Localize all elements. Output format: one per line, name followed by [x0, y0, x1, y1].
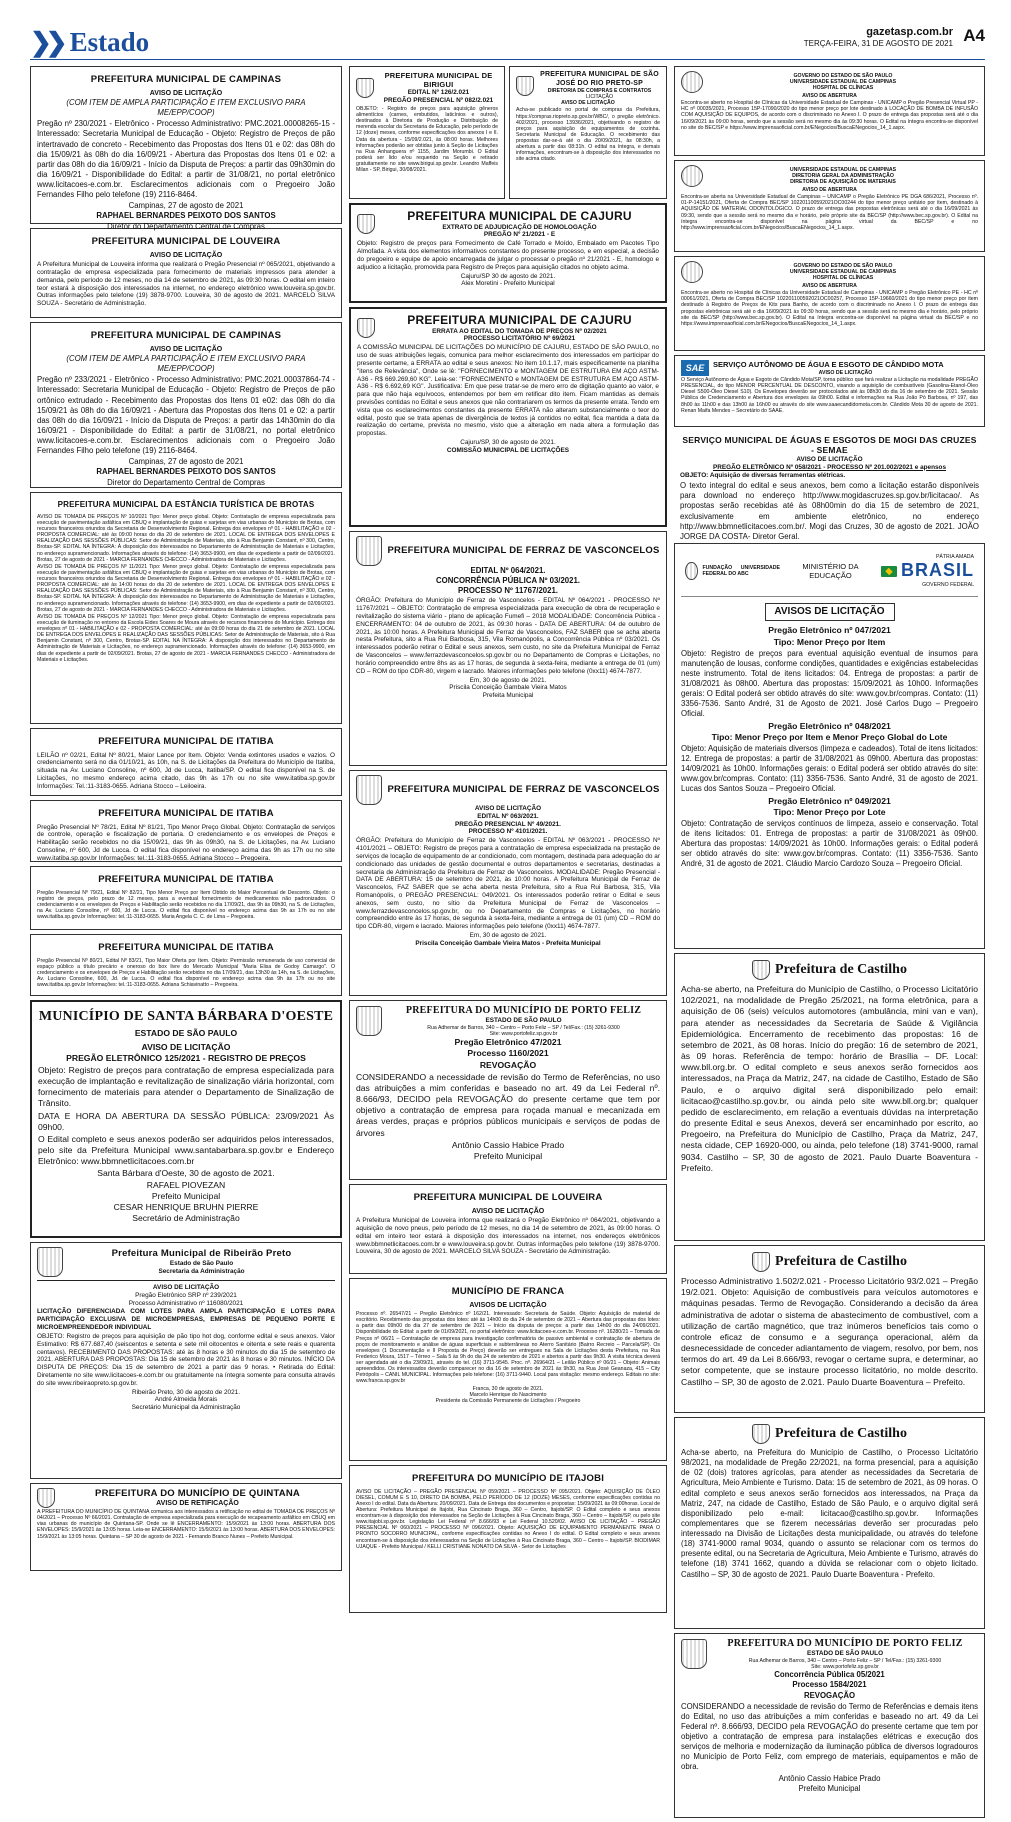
ad-heading-1: GOVERNO DO ESTADO DE SÃO PAULO: [793, 72, 893, 79]
ad-louveira-2: [349, 1184, 667, 1274]
ad-title-3: Pregão Eletrônico nº 049/2021: [768, 795, 891, 806]
ad-title: Prefeitura de Castilho: [775, 1426, 907, 1442]
ad-heading-1: UNIVERSIDADE ESTADUAL DE CAMPINAS: [789, 166, 897, 173]
ad-body: O Serviço Autônomo de Água e Esgoto de Cândido Mota/SP, torna público que fará realizar a Licitação na modalidade PREGÃO PRESENCIAL, do tipo MENOR PERCENTUAL DE DESCONTO, visando a aquisição de combustíveis (Gasolina-Etanol-Óleo Diesel S500-Óleo Diesel S10). Os Envelopes deverão ser protocolados até às 08h30 do dia 16 de setembro de 2021. Sessão Pública de Credenciamento e Abertura dos envelopes às 09h00. Edital e informações na Rua João Pó Barbosa, nº 197, das 8h00 às 11h00 e das 13h00 às 16h00 ou através do site www.saaecandidomota.com.br. Cândido Mota 30 de agosto de 2021. Renan Maifa Mendes – Secretário do SAAE.: [681, 377, 978, 414]
ad-kind: AVISO DE LICITAÇÃO: [818, 369, 873, 376]
ad-semae-mogi: [674, 431, 985, 539]
ad-title: SERVIÇO MUNICIPAL DE ÁGUAS E ESGOTOS DE MOGI DAS CRUZES - SEMAE: [682, 435, 977, 456]
ad-title: PREFEITURA MUNICIPAL DE LOUVEIRA: [91, 236, 281, 247]
ad-body-2: AVISO DE TOMADA DE PREÇOS Nº 11/2021 Tipo: Menor preço global. Objeto: Contratação de empresa especializada para execução de pavimentação asfáltica em CBUQ e implantação de guias e sarjetas em vias urbanas do Município de Brotas, com recursos financeiros oriundos da Secretaria de Desenvolvimento Regional. Entrega dos envelopes nº 01 - HABILITAÇÃO e 02 - PROPOSTA COMERCIAL: até às 14:00 horas do dia 20 de setembro de 2021. LOCAL DE ENTREGA DOS ENVELOPES E REALIZAÇÃO DAS SESSÕES PÚBLICAS: Setor de Administração de Materiais, sito à Rua Benjamin Constant, nº 300, Centro, Brotas-SP. EDITAL NA ÍNTEGRA: À disposição dos interessados no Departamento de Administração de Materiais e Licitações, no endereço supramencionado. Informações através do telefone: (14) 3653-9900, em dias de expediente a partir de 02/09/2021. Brotas, 27 de agosto de 2021 - MARCIA FERNANDES CHECCO - Administradora de Materiais e Licitações.: [37, 563, 335, 613]
ad-ref-3: REVOGAÇÃO: [803, 1690, 856, 1700]
unicamp-crest-icon: [681, 165, 703, 187]
page-number: A4: [963, 26, 985, 45]
ad-body: A Prefeitura Municipal de Louveira informa que realizará o Pregão Eletrônico nº 064/2021, objetivando a aquisição de novo pneus, pelo período de 12 meses, no dia 14 de setembro de 2021, às 09:00 horas. O edital em inteiro teor estará à disposição dos interessados na internet, nos endereços eletrônicos www.bbmnetlicitacoes.com.br e www.louveira.sp.gov.br. Outras informações pelo telefone (19) 3878-9700. Louveira, 30 de agosto de 2021. MARCELO SILVA SOUZA - Secretário de Administração.: [356, 1217, 660, 1256]
castilho-crest-icon: [752, 1252, 770, 1272]
ad-sub-2: PROCESSO LICITATÓRIO Nº 69/2021: [463, 335, 576, 343]
ad-ref-2: Processo 1584/2021: [792, 1680, 867, 1690]
ad-state: Estado de São Paulo: [169, 1259, 234, 1267]
sjrp-crest-icon: [516, 76, 534, 96]
brasil-wordmark: BRASIL: [901, 560, 974, 581]
ad-title: PREFEITURA DO MUNICÍPIO DE PORTO FELIZ: [727, 1638, 963, 1649]
chevron-right-icon: ❯❯: [30, 27, 62, 57]
ad-title: PREFEITURA MUNICIPAL DE LOUVEIRA: [413, 1192, 603, 1203]
ad-title: PREFEITURA DO MUNICÍPIO DE ITAJOBI: [411, 1473, 605, 1484]
ad-birigui: [349, 66, 505, 199]
ad-date: DATA E HORA DA ABERTURA DA SESSÃO PÚBLICA: 23/09/2021 Às 09h00.: [38, 1110, 334, 1132]
ad-body: LEILÃO nº 02/21, Edital Nº 80/21, Maior Lance por Item. Objeto: Venda extintores usados e vazios. O credenciamento será no dia 01/10/21, às 10h, na S. de Licitações da Prefeitura do Município de Itatiba, situada na Av. Luciano Consoline, nº 600, Jd de Lucca, Itatiba/SP. O edital fica disponível na S. de Licitações, no mesmo endereço acima citado, das 9h às 17h ou no site www.itatiba.sp.gov.br Informações: Tel.:11-3183-0655. Adriana Stocco – Leiloeira.: [37, 751, 335, 790]
ad-heading-3: HOSPITAL DE CLÍNICAS: [812, 85, 874, 92]
ad-ref-2: Processo 1160/2021: [467, 1048, 549, 1059]
column-middle: [349, 66, 667, 1617]
ministry-name: MINISTÉRIO DA EDUCAÇÃO: [802, 561, 859, 581]
ad-kind: AVISO DE LICITAÇÃO: [149, 89, 223, 97]
ad-ref-2: PREGÃO PRESENCIAL Nº 082/2.021: [383, 97, 494, 105]
ad-type-3: Tipo: Menor Preço por Lote: [773, 806, 886, 817]
ad-cajuru-1: [349, 203, 667, 303]
ad-ref-1: Concorrência Pública 05/2021: [774, 1670, 885, 1680]
ad-note: LICITAÇÃO DIFERENCIADA COM LOTES PARA AMPLA PARTICIPAÇÃO E LOTES PARA PARTICIPAÇÃO EXCLUSIVA DE MICROEMPRESAS, EMPRESAS DE PEQUENO PORTE E MICROEMPREENDEDOR INDIVIDUAL: [37, 1308, 335, 1332]
ad-kind: AVISO DE LICITAÇÃO: [149, 345, 223, 353]
header-right: [804, 26, 985, 49]
ad-signature-1: RAFAEL PIOVEZAN: [146, 1179, 226, 1190]
ad-kind: AVISOS DE LICITAÇÃO: [765, 603, 895, 621]
ad-kind: AVISO DE LICITAÇÃO: [796, 455, 863, 463]
ad-place: Cajuru/SP, 30 de agosto de 2021.: [460, 439, 556, 446]
ad-heading-3: HOSPITAL DE CLÍNICAS: [812, 275, 874, 282]
ferraz-crest-icon: [356, 536, 382, 566]
ad-castilho-1: [674, 953, 985, 1241]
ad-ribeirao-preto: [30, 1242, 342, 1479]
ad-dept: Secretaria da Administração: [158, 1267, 245, 1275]
ad-ref-1: Pregão Eletrônico SRP nº 239/2021: [135, 1291, 237, 1299]
page-header: [30, 26, 985, 60]
ad-title: PREFEITURA MUNICIPAL DE CAMPINAS: [90, 74, 282, 85]
ad-title: PREFEITURA MUNICIPAL DE FERRAZ DE VASCONCELOS: [387, 784, 660, 796]
ad-body: AVISO DE LICITAÇÃO – PREGÃO PRESENCIAL Nº 059/2021 – PROCESSO Nº 095/2021. Objeto: AQUISIÇÃO DE ÓLEO DIESEL, COMUM E S 10, DIRETO DA BOMBA, PELO PERÍODO DE 12 (DOZE) MESES, conforme especificações contidas no Anexo I do edital. Data da Abertura: 20/09/2021. Data de Entrega dos documentos e propostas: 15/09/2021 às 09:00horas. Local de Abertura: Prefeitura Municipal de Itajobi, Rua Cincinato Braga, 360 – Centro, Itajobi/SP. O Edital completo e seus anexos encontram-se à disposição dos interessados na Seção de Licitações à Rua Cincinato Braga, 360 – Centro – Itajobi/SP, ou pelo site www.itajobi.sp.gov.br. Legislação Lei Federal nº 8.666/93 e Lei Federal 10.520/02. AVISO DE LICITAÇÃO – PREGÃO PRESENCIAL Nº 060/2021 – PROCESSO Nº 096/2021. Objeto: AQUISIÇÃO DE EQUIPAMENTO PERMANENTE PARA O PRONTO SOCORRO MUNICIPAL, conforme especificações contidas no Anexo I do edital. O Edital completo e seus anexos encontram-se à disposição dos interessados na Seção de Licitações à Rua Cincinato Braga, 360 – Centro – Itajobi/SP. BIODIMAR UJAQUE - Prefeito Municipal / KELLI CRISTIANE NONATO DA SILVA - Setor de Licitações: [356, 1488, 660, 1550]
ad-object: OBJETO: Aquisição de diversas ferramentas elétricas.: [680, 472, 846, 480]
ad-role: Diretor do Departamento Central de Compras: [107, 477, 265, 487]
castilho-crest-icon: [752, 960, 770, 980]
slogan: PÁTRIA AMADA: [935, 554, 974, 560]
ad-kind: AVISO DE ABERTURA: [802, 187, 857, 193]
ad-louveira-1: [30, 228, 342, 318]
ad-role: Prefeito Municipal: [798, 1783, 861, 1793]
column-right: [674, 66, 985, 1822]
ad-title: PREFEITURA DO MUNICÍPIO DE QUINTANA: [95, 1488, 300, 1499]
ad-ref-1: EDITAL Nº 126/2.021: [407, 89, 470, 97]
ad-signature: COMISSÃO MUNICIPAL DE LICITAÇÕES: [446, 446, 570, 454]
ad-body-1: AVISO DE TOMADA DE PREÇOS Nº 10/2021 Tipo: Menor preço global. Objeto: Contratação de empresa especializada para execução de pavimentação asfáltica em CBUQ e implantação de guias e sarjetas em vias urbanas do Município de Brotas, com recursos financeiros oriundos da Secretaria de Desenvolvimento Regional. Entrega dos envelopes nº 01 - HABILITAÇÃO e 02 - PROPOSTA COMERCIAL: até às 09:00 horas do dia 20 de setembro de 2021. LOCAL DE ENTREGA DOS ENVELOPES E REALIZAÇÃO DAS SESSÕES PÚBLICAS: Setor de Administração de Materiais, sito à Rua Benjamin Constant, nº 300, Centro, Brotas-SP. EDITAL NA ÍNTEGRA: À disposição dos interessados no Departamento de Administração de Materiais e Licitações, no endereço supramencionado. Informações através do telefone: (14) 3653-9900, em dias de expediente a partir de 02/09/2021. Brotas, 27 de agosto de 2021 - MARCIA FERNANDES CHECCO - Administradora de Materiais e Licitações.: [37, 513, 335, 563]
ad-ref-4: PROCESSO Nº 4101/2021.: [468, 828, 548, 836]
ad-title: PREFEITURA MUNICIPAL DE BIRIGUI: [384, 71, 493, 90]
ad-signature: Priscila Conceição Gambale Vieira Matos - Prefeita Municipal: [415, 939, 601, 947]
ad-itatiba-2: [30, 800, 342, 862]
column-left: [30, 66, 342, 1575]
ad-franca: [349, 1278, 667, 1461]
ad-body: Acha-se publicado no portal de compras da Prefeitura, https://compras.riopreto.sp.gov.br/WBC/, o pregão eletrônico. 402/2021, processo 13936/2021, objetivando o registro de preços para aquisição de equipamentos de cozinha. Secretaria Municipal de Educação. O recebimento das propostas dar-se-á até o dia 20/09/2021, às 08:30h, a abertura a partir das 08:31h. O edital na íntegra, e demais informações, encontram-se à disposição dos interessados no site acima citado.: [516, 107, 660, 163]
ad-brotas: [30, 492, 342, 724]
ad-heading-1: GOVERNO DO ESTADO DE SÃO PAULO: [793, 262, 893, 269]
ad-title-1: Pregão Eletrônico nº 047/2021: [768, 625, 891, 636]
ad-unicamp-dga: [674, 160, 985, 252]
ad-cajuru-2: [349, 307, 667, 527]
ad-ferraz-2: [349, 770, 667, 996]
ad-body: Pregão Presencial Nº 80/21, Edital Nº 83/21, Tipo Maior Oferta por Item. Objeto: Permissão remunerada de uso comercial de espaço público a título precário e oneroso do box livre do Mercado Municipal "Maria Elisa de Godoy Camargo". O credenciamento e os envelopes de Preços e Habilitação serão recebidos no dia 17/09/21, das 13h30 às 14h, na S. de Licitações, Av. Luciano Consoline, 600, Jd. de Lucca. O edital fica disponível no endereço acima das 9h às 17h ou no site www.itatiba.sp.gov.br Informações: tel.:11-3183-0655. Adriana Schiavinatto – Pregoeira.: [37, 957, 335, 989]
ad-ref: PREGÃO ELETRÔNICO Nº 058/2021 - PROCESSO Nº 201.002/2021 e apensos: [712, 463, 947, 471]
ufabc-header: [681, 548, 978, 597]
ad-hc-unicamp-2: [674, 256, 985, 351]
ad-castilho-2: [674, 1245, 985, 1413]
ad-body: Pregão Presencial Nº 79/21, Edital Nº 82/21, Tipo Menor Preço por Item Obtido do Maior Percentual de Desconto. Objeto: o registro de preços, pelo prazo de 12 meses, para a eventual fornecimento de medicamentos não padronizados. O credenciamento e os envelopes de Preços e Habilitação serão recebidos no dia 17/09/21, das 9h às 09h30, na S. de Licitações, na Av. Luciano Consoline, nº 600, Jd de Lucca. O edital fica disponível no endereço acima das 9h as 17h ou no site www.itatiba.sp.gov.br Informações: tel.:11-3183-0655. Maria Angela C. C. de Lima – Pregoeira.: [37, 889, 335, 921]
sao-paulo-state-crest-icon: [681, 71, 703, 93]
ad-heading-2: UNIVERSIDADE ESTADUAL DE CAMPINAS: [789, 78, 897, 85]
ad-heading-2: DIRETORIA GERAL DA ADMINISTRAÇÃO: [792, 172, 894, 179]
ad-ref-3: PROCESSO Nº 11767/2021.: [458, 586, 558, 596]
ad-title: PREFEITURA MUNICIPAL DE ITATIBA: [98, 736, 274, 747]
ad-title: PREFEITURA MUNICIPAL DE SÃO JOSÉ DO RIO PRETO-SP: [540, 71, 659, 87]
ad-body-3: AVISO DE TOMADA DE PREÇOS Nº 12/2021 Tipo: Menor preço global. Objeto: Contratação de empresa especializada para execução de iluminação no entorno da Escola Eides Soares de Moura através de recursos financeiros do Município. Entrega dos envelopes nº 01 - HABILITAÇÃO e 02 - PROPOSTA COMERCIAL: até às 09:00 horas do dia 21 de setembro de 2021. LOCAL DE ENTREGA DOS ENVELOPES E REALIZAÇÃO DAS SESSÕES PÚBLICAS: Setor de Administração de Materiais, sito à Rua Benjamin Constant, nº 300, Centro, Brotas-SP. EDITAL NA ÍNTEGRA: À disposição dos interessados no Departamento de Administração de Materiais e Licitações, no endereço supramencionado. Informações através do telefone: (14) 3653-9900, em dias de expediente a partir de 02/09/2021. Brotas, 27 de agosto de 2021 - MARCIA FERNANDES CHECCO - Administradora de Materiais e Licitações.: [37, 613, 335, 663]
ad-body: Objeto: Registro de preços para contratação de empresa especializada para execução de implantação e revitalização de sinalização viária horizontal, com fornecimento de materiais para atender o Departamento de Sinalização de Trânsito.: [38, 1064, 334, 1109]
ad-itatiba-1: [30, 728, 342, 796]
ad-ref-3: REVOGAÇÃO: [479, 1059, 537, 1070]
ad-ref-3: PREGÃO PRESENCIAL Nº 49/2021.: [455, 820, 561, 828]
ad-place: Franca, 30 de agosto de 2021.: [472, 1385, 544, 1392]
ad-role-2: Secretário de Administração: [132, 1213, 240, 1224]
ad-place: Em, 30 de agosto de 2021.: [469, 676, 547, 684]
ad-ref-1: AVISO DE LICITAÇÃO: [474, 805, 542, 812]
cajuru-crest-icon: [357, 214, 375, 234]
ad-heading-3: DIRETORIA DE AQUISIÇÃO DE MATERIAIS: [790, 179, 896, 186]
ad-kind: AVISOS DE LICITAÇÃO: [469, 1301, 547, 1309]
ad-ref: PREGÃO ELETRÔNICO 125/2021 - REGISTRO DE PREÇOS: [66, 1052, 306, 1063]
ad-place: Santa Bárbara d'Oeste, 30 de agosto de 2021.: [97, 1168, 275, 1179]
ad-signature: RAPHAEL BERNARDES PEIXOTO DOS SANTOS: [96, 211, 276, 221]
ad-title: PREFEITURA MUNICIPAL DE CAJURU: [407, 209, 632, 223]
ad-body-1: Objeto: Registro de preços para eventual aquisição eventual de insumos para manutenção de lousas, conforme condições, quantidades e exigências estabelecidas neste instrumento. Total de itens licitados: 04. Entrega de propostas: a partir de 31/08/2021 às 08h00. Abertura das propostas: 15/09/2021 às 10h00. Informações gerais: O Edital poderá ser obtido através do site: www.gov.br/compras. Contato: (11) 3356-7536. Santo André, 31 de Agosto de 2021. José Carlos Dugo – Pregoeiro Oficial.: [681, 648, 978, 719]
ad-signature: Priscila Conceição Gambale Vieira Matos: [449, 684, 567, 692]
castilho-crest-icon: [752, 1424, 770, 1444]
ad-ref-2: EDITAL Nº 063/2021.: [477, 812, 539, 820]
ad-body: Processo Administrativo 1.502/2.021 - Processo Licitatório 93/2.021 – Pregão 19/2.021. Objeto: Aquisição de combustíveis para veículos automotores e máquinas pesadas. Termo de Revogação. Considerando a decisão da área administrativa de adotar o sistema de abastecimento de combustível, com a utilização de cartão magnético, que traz inúmeros benefícios tais como o controle eficaz de consumo e a segurança operacional, além da desnecessidade de conceder adiantamento de viagem, resolvo, por bem, nos termos do art. 49 da Lei 8.666/93, revogar o certame supra, e determinar, ao setor competente, que se instaure processo licitatório, no molde descrito. Castilho – SP, 30 de agosto de 2.021. Paulo Duarte Boaventura – Prefeito.: [681, 1276, 978, 1387]
ad-body: Pregão Presencial Nº 78/21, Edital Nº 81/21, Tipo Menor Preço Global. Objeto: Contratação de serviços de controle, operação e fiscalização de portaria. O credenciamento e os envelopes de Preços e Habilitação serão recebidos no dia 15/09/21, das 9h às 09h30, na S. de Licitações, na Av. Luciano Consoline, nº 600, Jd de Lucca. O edital fica disponível no endereço acima das 9h as 17h ou no site www.itatiba.sp.gov.br Informações: tel.:11-3183-0655. Adriana Stocco – Pregoeira.: [37, 823, 335, 862]
ferraz-crest-icon: [356, 775, 382, 805]
ad-state: ESTADO DE SÃO PAULO: [485, 1017, 562, 1025]
sao-paulo-state-crest-icon: [681, 261, 703, 283]
ad-kind: AVISO DE LICITAÇÃO: [471, 1207, 545, 1215]
ad-hc-unicamp-1: [674, 66, 985, 156]
ad-title: Prefeitura de Castilho: [775, 962, 907, 978]
ad-kind: AVISO DE RETIFICAÇÃO: [156, 1499, 239, 1507]
ad-campinas-2: [30, 322, 342, 488]
ad-sub: AVISO DE LICITAÇÃO: [561, 100, 615, 107]
ad-ref-1: Pregão Eletrônico 47/2021: [454, 1037, 562, 1048]
ad-signature: Antônio Cassio Habice Prado: [778, 1773, 881, 1783]
ad-role: Diretor do Departamento Central de Compras: [107, 221, 265, 231]
section-brand: [30, 28, 149, 56]
ad-title: PREFEITURA MUNICIPAL DE CAMPINAS: [90, 330, 282, 341]
ad-kind: AVISO DE LICITAÇÃO: [149, 251, 223, 259]
ad-title: PREFEITURA DO MUNICÍPIO DE PORTO FELIZ: [405, 1005, 642, 1016]
ad-title: PREFEITURA MUNICIPAL DE CAJURU: [407, 313, 632, 327]
ad-body-2: Objeto: Aquisição de materiais diversos (limpeza e cadeados). Total de itens licitados: 12. Entrega de propostas: a partir de 31/08/2021 às 09h00. Abertura das propostas: 14/09/2021 às 10h00. Informações gerais: o Edital poderá ser obtido através do site: www.gov.br/compras. Contato: (11) 3356-7536. Santo André, 31 de agosto de 2021. Lucas dos Santos Souza – Pregoeiro Oficial.: [681, 743, 978, 794]
ad-kind: AVISO DE LICITAÇÃO: [141, 1041, 231, 1052]
ad-itajobi: [349, 1465, 667, 1613]
ad-role: Prefeita Municipal: [482, 692, 534, 700]
ad-title: PREFEITURA MUNICIPAL DE ITATIBA: [98, 942, 274, 953]
ad-body-3: Objeto: Contratação de serviços contínuos de limpeza, asseio e conservação. Total de itens licitados: 01. Entrega de propostas: a partir de 31/08/2021 às 09h00. Abertura das propostas: 14/09/2021 às 10h00. Informações gerais: o Edital poderá ser obtido através do site: www.gov.br/compras. Contato: (11) 3356-7536. Santo André, 31 de agosto de 2021. Cláudio Marcio Cardozo Souza – Pregoeiro Oficial.: [681, 818, 978, 869]
ad-role: Secretário Municipal da Administração: [131, 1404, 241, 1412]
ad-role-1: Prefeito Municipal: [151, 1190, 221, 1201]
ad-site: Site: www.portofeliz.sp.gov.br: [489, 1031, 558, 1038]
brazil-flag-icon: [881, 566, 897, 577]
ad-body: Encontra-se aberto no Hospital de Clínicas da Universidade Estadual de Campinas - UNICAMP o Pregão Eletrônico PE - HC nº 00061/2021, Oferta de Compra BEC/SP 102201100592021OC00257, Processo 15P-19660/2021 do tipo menor preço por item destinado à Registro de Preços de Kits para Banho, de acordo com o discriminado no Anexo I. O prazo de entrega das propostas eletrônicas será até o dia 16/09/2021 às 09:30 horas, sendo que a sessão será no mesmo dia e horário, pelo próprio site da BEC/SP (http://www.bec.sp.gov.br). O Edital na íntegra encontra-se disponível na página virtual da BEC/SP e no https://www.imprensaoficial.com.br/ENegocios/BuscaENegocios_14_1.aspx.: [681, 290, 978, 327]
birigui-crest-icon: [356, 78, 374, 98]
ad-state: ESTADO DE SÃO PAULO: [806, 1650, 884, 1658]
ad-place: Em, 30 de agosto de 2021.: [469, 932, 547, 939]
ad-body: Acha-se aberto, na Prefeitura do Município de Castilho, o Processo Licitatório 102/2021, na modalidade de Pregão 25/2021, na forma eletrônica, para a aquisição de 06 (seis) veículos automotores (ambulância, mini van e van), para atender as necessidades da Secretaria de Saúde & Vigilância Epidemiológica. Encerramento de recebimento das propostas: 16 de setembro de 2021, às 08 horas. Início do pregão: 16 de setembro de 2021, às 09 horas. Referência de tempo: horário de Brasília – DF. Local: www.bll.org.br. O edital completo e seus anexos serão fornecidos aos interessados, na Praça da Matriz, 247, na cidade de Castilho, Estado de São Paulo, e o arquivo digital será disponibilizado pelo email: licitacao@castilho.sp.gov.br, ou ainda pelo site www.bll.org.br; qualquer pedido de esclarecimento, em relação a eventuais dúvidas na interpretação do presente Edital e seus Anexos, deverá ser encaminhado por escrito, ao Pregoeiro, na Prefeitura do Município de Castilho, Praça da Matriz, 247, nesta cidade, CEP 16920-000, ou ainda, pelo telefone (18) 3741-9000, ramal 9034. Castilho – SP, 30 de agosto de 2021. Paulo Duarte Boaventura - Prefeito.: [681, 984, 978, 1173]
ad-signature: André Almeida Morais: [154, 1396, 218, 1404]
ad-sub-2: PREGÃO Nº 21/2021 - E: [483, 231, 556, 239]
ad-saae-candido-mota: [674, 355, 985, 427]
ad-ref-1: EDITAL Nº 064/2021.: [470, 566, 546, 575]
ad-title: PREFEITURA MUNICIPAL DE ITATIBA: [98, 808, 274, 819]
ad-title: PREFEITURA MUNICIPAL DE FERRAZ DE VASCONCELOS: [387, 545, 660, 557]
ad-itatiba-4: [30, 934, 342, 996]
ufabc-name: FUNDAÇÃO UNIVERSIDADE FEDERAL DO ABC: [702, 564, 780, 578]
ad-note: (COM ITEM DE AMPLA PARTICIPAÇÃO E ITEM EXCLUSIVO PARA ME/EPP/COOP): [66, 354, 306, 374]
ad-type-2: Tipo: Menor Preço por Item e Menor Preço Global do Lote: [711, 731, 948, 742]
quintana-crest-icon: [37, 1488, 55, 1508]
ad-title: PREFEITURA MUNICIPAL DE ITATIBA: [98, 874, 274, 885]
ad-campinas-1: [30, 66, 342, 231]
ad-porto-feliz-2: [674, 1633, 985, 1818]
ad-signature: Alex Moretini - Prefeito Municipal: [461, 280, 555, 288]
cajuru-crest-icon: [357, 318, 375, 338]
ad-kind: LICITAÇÃO: [586, 94, 613, 101]
ad-body: ÓRGÃO: Prefeitura do Município de Ferraz de Vasconcelos - EDITAL Nº 064/2021 - PROCESSO Nº 11767/2021 – OBJETO: Contratação de empresa especializada para execução de obra de recuperação e revitalização do sistema viário - plano de aplicação Fumefi – 2018 MODALIDADE: Concorrência Pública - ENCERRAMENTO: 04 de outubro de 2021, às 09:30 horas - DATA DE ABERTURA: 04 de outubro de 2021, às 10:00 horas. A Prefeitura Municipal de Ferraz de Vasconcelos, FAZ SABER que se acha aberta nesta Prefeitura, sito a Rua Rui Barbosa, 315, Vila Romanópolis, a Concorrência Pública nº 03/2021. Os interessados poderão retirar o Edital e seus anexos, sem custo, no site da Prefeitura Municipal de Ferraz de Vasconcelos – www.ferrazdevasconcelos.sp.gov.br ou no Departamento de Compras e Licitações, no horário compreendido entre 8hs as as 17 horas, de segunda à sexta-feira, mediante a entrega de 01 (um) CD – ROM do tipo CDR-80, virgem e lacrado. Maiores informações pelo telefone (0xx11) 4674-7877.: [356, 597, 660, 675]
ad-body: Acha-se aberto, na Prefeitura do Município de Castilho, o Processo Licitatório 98/2021, na modalidade de Pregão 22/2021, na forma presencial, para a aquisição de 02 (dois) tratores agrícolas, para atender as necessidades da Secretaria de Agricultura, Meio Ambiente e Turismo. Data: 15 de setembro de 2021, às 09 horas. O edital completo e seus anexos serão fornecidos aos interessados, na Praça da Matriz, 247, na cidade de Castilho, Estado de São Paulo, e o arquivo digital será disponibilizado pelo e-mail: licitacao@castilho.sp.gov.br. Informações complementares que se fizerem necessárias deverão ser procuradas pelo interessado na Divisão de Licitações desta municipalidade, ou através do telefone (18) 3741-9000 ramal 9034, quando o assunto se relacionar com os termos do presente edital, ou na Secretaria de Agricultura, Meio Ambiente e Turismo, através do telefone (18) 3741 1662, quando a dúvida se relacionar com o objeto licitado. Castilho – SP, 30 de agosto de 2021. Paulo Duarte Boaventura - Prefeito.: [681, 1448, 978, 1579]
ad-body: Encontra-se aberta na Universidade Estadual de Campinas – UNICAMP o Pregão Eletrônico PE DGA 686/2021, Processo nº. 01-P-14151/2021, Oferta de Compra BEC/SP 102201100592021OC00244 do tipo menor preço unitário por item, destinado à AQUISIÇÃO DE MATERIAL ODONTOLÓGICO. O prazo de entrega das propostas eletrônicas será até o dia 16/09/2021 às 09:30, sendo que a sessão será no mesmo dia e horário, pelo próprio site da BEC/SP (http://www.bec.sp.gov.br). O Edital na íntegra encontra-se disponível na página virtual da BEC/SP e no http://www.imprensaoficial.com.br/ENegocios/BuscaENegocios_14_1.aspx.: [681, 194, 978, 231]
ad-signature: Marcelo Henrique do Nascimento: [469, 1391, 547, 1398]
ad-title: PREFEITURA MUNICIPAL DA ESTÂNCIA TURÍSTICA DE BROTAS: [57, 500, 315, 509]
ad-place: Ribeirão Preto, 30 de agosto de 2021.: [131, 1388, 240, 1396]
site-url[interactable]: gazetasp.com.br: [866, 26, 953, 38]
ad-signature: RAPHAEL BERNARDES PEIXOTO DOS SANTOS: [96, 467, 276, 477]
ad-place: Campinas, 27 de agosto de 2021: [128, 457, 244, 467]
ad-role: Prefeito Municipal: [473, 1150, 543, 1161]
ad-body: A Prefeitura Municipal de Louveira informa que realizará o Pregão Presencial nº 065/2021, objetivando a contratação de empresa especializada para fornecimento de materiais impressos para atender a demanda, pelo período de 12 meses, no dia 14 de setembro de 2021, às 09:30 horas. O edital em inteiro teor estará à disposição dos interessados na internet, no endereço eletrônico www.louveira.sp.gov.br. Outras informações pelo telefone (19) 3878-9700. Louveira, 30 de agosto de 2021. MARCELO SILVA SOUZA - Secretário de Administração.: [37, 261, 335, 308]
ad-signature-2: CESAR HENRIQUE BRUHN PIERRE: [113, 1201, 259, 1212]
ad-ref-2: CONCORRÊNCIA PÚBLICA Nº 03/2021.: [436, 576, 580, 586]
government-motto: GOVERNO FEDERAL: [922, 582, 974, 589]
ad-kind: AVISO DE ABERTURA: [802, 283, 857, 289]
ad-ref-2: Processo Administrativo nº 116080/2021: [128, 1299, 244, 1307]
ad-type-1: Tipo: Menor Preço por Item: [773, 636, 886, 647]
ad-title: Prefeitura Municipal de Ribeirão Preto: [111, 1248, 292, 1260]
ad-place: Cajuru/SP 30 de agosto de 2021.: [460, 272, 556, 280]
ad-quintana: [30, 1483, 342, 1571]
ad-body: Processo nº. 26547/21 – Pregão Eletrônico nº 162/21. Interessado: Secretaria de Saúde. Objeto: Aquisição de material de escritório. Recebimento das propostas dos lotes: até às 14h00 do dia 24 de setembro de 2021 – Abertura das propostas dos lotes: a partir das 09h00 do dia 27 de setembro de 2021 – Início da disputa de preços: a partir das 14h00 do dia 24/09/2021. Disponibilidade do Edital: a partir de 01/09/2021, no portal eletrônico: www.licitacoes-e.com.br. Processo nº. 16280/21 – Tomada de Preços nº 06/21 – Contratação de empresa para investigação confirmatória de passivo ambiental e contratação de abertura de poços de monitoramento e análise de águas superficiais e subterrâneas no Aterro Sanitário (Bairro Recreio – Parcela/SP). Os envelopes (1 Documentação e II Proposta de Preço) deverão ser entregues na Sala de Licitações desta Prefeitura, na Rua Frederico Moura, 1517 – Térreo – Sala 5 às 9h do dia 24 de setembro de 2021 e abertos a partir das 9h30. A visita técnica deverá ser agendada até o dia 23/09/21, através do tel. (16) 3711-9545. Proc. nº. 26964/21 – Leilão Público nº 06/21 – Objeto: Animais apreendidos. Os interessados deverão comparecer no dia 16 de setembro de 2021 às 9h30, na Rua José Geanaza, 415 – City Petrópolis – CANIL MUNICIPAL. Informações pelo telefone: (16) 3711-9440. Local para visitação: mesmo endereço. Editais no site: www.franca.sp.gov.br: [356, 1311, 660, 1385]
ad-sub-1: ERRATA AO EDITAL DO TOMADA DE PREÇOS Nº 02/2021: [432, 327, 607, 335]
ad-body: Pregão nº 230/2021 - Eletrônico - Processo Administrativo: PMC.2021.00008265-15 - Interessado: Secretaria Municipal de Educação - Objeto: Registro de Preços de pão intertravado de concreto - Recebimento das Propostas dos Itens 01 e 02: das 08h do dia 15/09/21 às 08h do dia 16/09/21 - Abertura das Propostas dos Itens 01 e 02: a partir das 08h do dia 16/09/21 - Início da Disputa de Preços: a partir das 09h30min do dia 16/09/21 - Disponibilidade do Edital: a partir de 31/08/21, no portal eletrônico www.licitacoes-e.com.br. Esclarecimentos adicionais com o Pregoeiro João Fernandes Filho pelo telefone (19) 2116-8464.: [37, 119, 335, 200]
ad-body: CONSIDERANDO a necessidade de revisão do Termo de Referências, no uso das atribuições a mim conferidas e baseado no art. 49 da Lei Federal nº. 8.666/93, DECIDO pela REVOGAÇÃO do presente certame que tem por objetivo a contratação de empresa para roçada manual e mecanizada em áreas verdes, praças e próprios públicos municipais e serviços de podas de árvores: [356, 1071, 660, 1138]
ad-kind: AVISO DE ABERTURA: [802, 93, 857, 99]
porto-feliz-crest-icon: [356, 1006, 382, 1036]
ad-castilho-3: [674, 1417, 985, 1629]
sae-logo-icon: SAE: [681, 360, 709, 376]
ad-role: Presidente da Comissão Permanente de Licitações / Pregoeiro: [435, 1397, 581, 1404]
ad-edital: O Edital completo e seus anexos poderão ser adquiridos pelos interessados, pelo site da Prefeitura Municipal www.santabarbara.sp.gov.br e Endereço Eletrônico: www.bbmnetlicitacoes.com.br: [38, 1133, 334, 1167]
ad-signature: Antônio Cassio Habice Prado: [451, 1139, 565, 1150]
ad-heading-2: UNIVERSIDADE ESTADUAL DE CAMPINAS: [789, 268, 897, 275]
ad-site: Site: www.portofeliz.sp.gov.br: [811, 1664, 879, 1671]
ad-address: Rua Adhemar de Barros, 340 – Centro – Porto Feliz – SP / Tel/Fax.: (15) 3261-9300: [427, 1025, 620, 1031]
ad-address: Rua Adhemar de Barros, 340 – Centro – Porto Feliz – SP / Tel/Fax.: (15) 3261-9300: [748, 1658, 942, 1664]
porto-feliz-crest-icon: [681, 1639, 707, 1669]
ad-kind: AVISO DE LICITAÇÃO: [152, 1284, 220, 1291]
section-title: Estado: [69, 27, 150, 57]
ad-body: Objeto: Registro de preços para Fornecimento de Café Torrado e Moído, Embalado em Pacotes Tipo Almofada. A vista dos elementos informativos constantes do presente processo, e em especial, a decisão do pregoeiro e equipe de apoio encarregada de julgar o processar o pregão nº 21/2021 - E, homologo e adjudico a licitação, promovida para Registro de Preços para aquisição citados no objeto acima.: [357, 240, 659, 271]
ad-sao-jose-rio-preto: [509, 66, 667, 199]
ad-body: CONSIDERANDO a necessidade de revisão do Termo de Referências e demais itens do Edital, no uso das atribuições a mim conferidas e baseado no art. 49 da Lei Federal nº. 8.666/93, DECIDO pela REVOGAÇÃO do presente certame que tem por objetivo a contratação de empresa para instalações elétricas e execução dos serviços de melhoria e modernização da iluminação pública de diversos logradouros no Município de Porto Feliz, com emprego de materiais, equipamentos e mão de obra.: [681, 1701, 978, 1772]
ad-body: OBJETO: Registro de preços para aquisição de pão tipo hot dog, conforme edital e seus anexos. Valor Estimativo: R$ 677.687,40 (seiscentos e setenta e sete mil oitocentos e oitenta e sete reais e quarenta centavos). RECEBIMENTO DAS PROPOSTAS: até às 8 horas e 30 minutos do dia 15 de setembro de 2021. ABERTURA DAS PROPOSTAS: Dia 15 de setembro de 2021 às 8 horas e 30 minutos. INÍCIO DA DISPUTA DE PREÇOS: Dia 15 de setembro de 2021 a partir das 9 horas. • Retirada do Edital: Diretamente no site www.licitacoes-e.com.br ou gratuitamente na íntegra somente para consulta através do site www.ribeiraopreto.sp.gov.br.: [37, 1332, 335, 1387]
issue-date: TERÇA-FEIRA, 31 DE AGOSTO DE 2021: [803, 39, 953, 49]
ribeirao-preto-crest-icon: [37, 1247, 63, 1277]
ad-title: MUNICÍPIO DE SANTA BÁRBARA D'OESTE: [38, 1009, 334, 1024]
ad-dept: DIRETORIA DE COMPRAS E CONTRATOS: [547, 88, 652, 95]
ad-note: (COM ITEM DE AMPLA PARTICIPAÇÃO E ITEM EXCLUSIVO PARA ME/EPP/COOP): [66, 98, 306, 118]
ad-title-2: Pregão Eletrônico nº 048/2021: [768, 720, 891, 731]
ufabc-logo-icon: [685, 562, 698, 580]
ad-state: ESTADO DE SÃO PAULO: [134, 1028, 238, 1039]
ad-body: OBJETO: - Registro de preços para aquisição gêneros alimentícios (carnes, embutidos, laticínios e outros), destinados à Diretoria de Produção e Distribuição de merenda escolar da Secretaria de Educação, pelo período de 12 (doze) meses, conforme especificações dos anexos I e II. Data da abertura - 15/09/2.021, às 08:00 horas. Melhores informações poderão ser obtidas junto à Seção de Licitações na Rua Anhanguera nº 1155, Jardim Morumbi. O Edital poderá ser lido e/ou requerido na Seção e retirado gratuitamente no site www.birigui.sp.gov.br. Leandro Maffeis Milan - SP, Birigui, 30/08/2021.: [356, 105, 498, 174]
ad-title: Prefeitura de Castilho: [775, 1254, 907, 1270]
ad-sub-1: EXTRATO DE ADJUDICAÇÃO DE HOMOLOGAÇÃO: [442, 223, 597, 231]
ad-title: MUNICÍPIO DE FRANCA: [451, 1286, 565, 1297]
ad-santa-barbara: [30, 1000, 342, 1238]
ad-ufabc: [674, 543, 985, 949]
ad-body: Encontra-se aberto no Hospital de Clínicas da Universidade Estadual de Campinas - UNICAMP o Pregão Presencial Virtual PP - HC nº 00035/2021, Processo 15P-17090/2020 do tipo menor preço por lote destinado à LOCAÇÃO DE BOMBA DE INFUSÃO COM AQUISIÇÃO DE EQUIPOS, de acordo com o discriminado no Anexo I. O prazo de entrega das propostas será até o dia 16/09/2021 às 09:00 horas, sendo que a sessão será no mesmo dia às 09:30 horas. O Edital na íntegra encontra-se disponível no site do BEC/SP e https://www.imprensaoficial.com.br/ENegocios/BuscaENegocios_14_1.aspx.: [681, 100, 978, 131]
ad-body: ÓRGÃO: Prefeitura do Município de Ferraz de Vasconcelos - EDITAL Nº 063/2021 - PROCESSO Nº 4101/2021 – OBJETO: Registro de preços para a contratação de empresa especializada na prestação de serviços de locação de equipamento de ar condicionado, com montagem, destinada para adequação do ar condicionado das unidades de gestão documental e outros departamentos e secretarias, destinadas a secretaria de Administração da Prefeitura de Ferraz de Vasconcelos. MODALIDADE: Pregão Presencial - DATA DE ABERTURA: 15 de setembro de 2021, às 10:00 horas. A Prefeitura Municipal de Ferraz de Vasconcelos, FAZ SABER que se acha aberta nesta Prefeitura, sito a Rua Rui Barbosa, 315, Vila Romanópolis, o PREGÃO PRESENCIAL: 049/2021. Os interessados poderão retirar o Edital e seus anexos, sem custo, no sítio da Prefeitura Municipal de Ferraz de Vasconcelos – www.ferrazdevasconcelos.sp.gov.br, ou no Departamento de Compras e Licitações, no horário compreendido entre às 17 horas, de segunda à sexta-feira, mediante a entrega de 01 (um) CD – ROM do tipo CDR-80, virgem e lacrado. Maiores informações pelo telefone (0xx11) 4674-7877.: [356, 837, 660, 931]
ad-title: SERVIÇO AUTÔNOMO DE ÁGUA E ESGOTO DE CÂNDIDO MOTA: [713, 360, 944, 370]
ad-body: A PREFEITURA DO MUNICÍPIO DE QUINTANA comunica aos interessados a retificação no edital de TOMADA DE PREÇOS Nº 04/2021 – Processo Nº 66/2021. Contratação de empresa especializada para execução de recapeamento asfáltico em CBUQ em vias urbanas do município de Quintana-SP. Onde se lê ENCERRAMENTO: 15/9/2021 às 13:00 horas. ABERTURA DOS ENVELOPES: 15/9/2021 às 13:05 horas. Leia-se ENCERRAMENTO: 15/9/2021 às 13:00 horas. ABERTURA DOS ENVELOPES: 15/9/2021 às 13:05 horas. Quintana – SP 30 de agosto de 2021 - Fernando Branco Nunes – Prefeito Municipal.: [37, 1509, 335, 1540]
ad-body: Pregão nº 233/2021 - Eletrônico - Processo Administrativo: PMC.2021.00037864-74 - Interessado: Secretaria Municipal de Educação - Objeto: Registro de Preços de pão ortônico extrudado - Recebimento das Propostas dos Itens 01 e02: das 08h do dia 15/09/21 às 08h do dia 16/09/21 - Abertura das Propostas dos Itens 01 e 02: a partir das 08h do dia 16/09/21 - Início da Disputa de Preços: a partir das 14h30min do dia 16/09/21 - Disponibilidade do Edital: a partir de 31/08/21, no portal eletrônico www.licitacoes-e.com.br. Esclarecimentos adicionais com o Pregoeiro João Fernandes Filho pelo telefone (19) 2116-8464.: [37, 375, 335, 456]
ad-body: A COMISSÃO MUNICIPAL DE LICITAÇÕES DO MUNICÍPIO DE CAJURU, ESTADO DE SÃO PAULO, no uso de suas atribuições legais, comunica para melhor esclarecimento dos interessados em participar do presente certame, a ERRATA ao edital e seus anexos: No item 10.1.17, mais especificamente na planilha "itens de Relevância", Onde se lê: "FORNECIMENTO e MONTAGEM DE ESTRUTURA EM AÇO ASTM-A36 - R$ 669.269,60 KG". Leia-se: "FORNECIMENTO e MONTAGEM DE ESTRUTURA EM AÇO ASTM-A36 - R$ 6.692,69 KG". Justificativa: Em que pese tratar-se de mero erro de digitação quanto ao valor, e para que não haja equívocos, entendemos por bem em retificar dito item. Ficam mantidas as demais previsões contidas no Edital e seus anexos que não contrariarem os termos da presente errata. Tendo em vista que os esclarecimentos constantes da presente ERRATA não alteram substancialmente o teor do edital, posto que se trata apenas de divergência de textos já contidos no edital, fica mantida a data da realização do certame, prevista no mesmo, visto que a alteração em nada altera a formulação das propostas.: [357, 344, 659, 438]
ad-body: O texto integral do edital e seus anexos, bem como a licitação estarão disponíveis para download no endereço http://www.mogidascruzes.sp.gov.br/licitacao/. As propostas serão recebidas até às 08h00min do dia 15 de setembro de 2021, exclusivamente em ambiente eletrônico, no endereço http://www.bbmnetlicitacoes.com.br/. Mogi das Cruzes, 30 de agosto de 2021. JOÃO JORGE DA COSTA- Diretor Geral.: [680, 481, 979, 541]
ad-ferraz-1: [349, 531, 667, 766]
ad-itatiba-3: [30, 866, 342, 930]
ad-place: Campinas, 27 de agosto de 2021: [128, 201, 244, 211]
ad-porto-feliz-1: [349, 1000, 667, 1180]
